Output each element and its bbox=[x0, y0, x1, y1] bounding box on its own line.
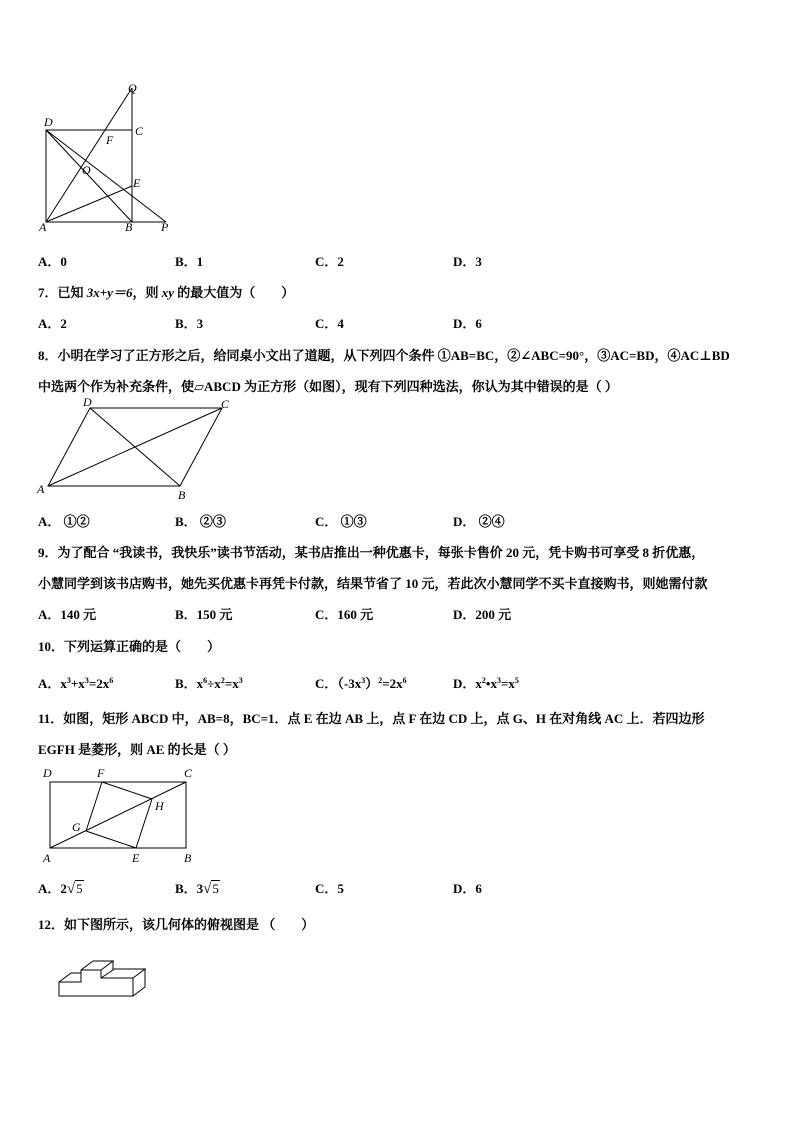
q10-option-d[interactable]: D．$x^2•x^3=x^5$ bbox=[453, 676, 519, 691]
q8-option-d[interactable]: D． ②④ bbox=[453, 514, 505, 529]
q7-option-b[interactable]: B．3 bbox=[175, 316, 204, 331]
label-c: C bbox=[135, 124, 144, 138]
q11-option-a[interactable]: A．2√5 bbox=[38, 881, 83, 897]
label-g: G bbox=[72, 820, 81, 834]
figure-q8 bbox=[34, 396, 244, 504]
q9-stem-line1: 9．为了配合 “我读书，我快乐”读书节活动，某书店推出一种优惠卡，每张卡售价 20 元，凭卡购书可享受 8 折优惠， bbox=[38, 545, 705, 560]
q11-option-c[interactable]: C．5 bbox=[315, 881, 344, 896]
label-f: F bbox=[106, 133, 114, 147]
figure-q12-solid bbox=[55, 952, 160, 1000]
label-c: C bbox=[184, 766, 193, 780]
label-f: F bbox=[97, 766, 105, 780]
q11-stem-line2: EGFH 是菱形，则 AE 的长是（ ） bbox=[38, 742, 236, 757]
label-q: Q bbox=[128, 81, 137, 95]
q10-option-b[interactable]: B．$x^6\div x^2=x^3$ bbox=[175, 676, 243, 691]
label-b: B bbox=[178, 488, 186, 502]
label-a: A bbox=[37, 482, 45, 496]
solid-top-left bbox=[59, 973, 81, 982]
q12-stem: 12．如下图所示，该几何体的俯视图是 （ ） bbox=[38, 917, 315, 932]
label-b: B bbox=[125, 220, 133, 234]
q8-option-a[interactable]: A． ①② bbox=[38, 514, 90, 529]
label-a: A bbox=[39, 220, 47, 234]
q11-option-d[interactable]: D．6 bbox=[453, 881, 482, 896]
label-o: O bbox=[82, 163, 91, 177]
label-b: B bbox=[184, 851, 192, 865]
q8-option-b[interactable]: B． ②③ bbox=[175, 514, 226, 529]
label-e: E bbox=[133, 176, 141, 190]
diagonal-ac bbox=[50, 782, 186, 848]
q8-option-c[interactable]: C． ①③ bbox=[315, 514, 367, 529]
label-d: D bbox=[44, 115, 53, 129]
label-d: D bbox=[83, 396, 92, 409]
label-p: P bbox=[161, 220, 169, 234]
label-h: H bbox=[155, 799, 164, 813]
q10-option-a[interactable]: A．$x^3+x^3=2x^6$ bbox=[38, 676, 114, 691]
line-aq bbox=[46, 88, 132, 222]
q9-option-a[interactable]: A．140 元 bbox=[38, 607, 97, 622]
q7-option-d[interactable]: D．6 bbox=[453, 316, 482, 331]
q7-option-a[interactable]: A．2 bbox=[38, 316, 67, 331]
q9-option-c[interactable]: C．160 元 bbox=[315, 607, 374, 622]
q9-stem-line2: 小慧同学到该书店购书，她先买优惠卡再凭卡付款，结果节省了 10 元，若此次小慧同学不买卡直接购书，则她需付款 bbox=[38, 576, 708, 591]
q9-option-d[interactable]: D．200 元 bbox=[453, 607, 512, 622]
q9-option-b[interactable]: B．150 元 bbox=[175, 607, 233, 622]
q6-option-b[interactable]: B．1 bbox=[175, 254, 204, 269]
solid-top-right bbox=[101, 969, 145, 978]
sqrt-symbol: √5 bbox=[203, 881, 219, 897]
q10-stem: 10．下列运算正确的是（ ） bbox=[38, 639, 221, 654]
label-c: C bbox=[221, 397, 230, 411]
q11-option-b[interactable]: B．3√5 bbox=[175, 881, 219, 897]
q7-option-c[interactable]: C．4 bbox=[315, 316, 344, 331]
label-e: E bbox=[132, 851, 140, 865]
sqrt-symbol: √5 bbox=[66, 881, 83, 897]
figure-q6 bbox=[34, 80, 184, 235]
q6-option-d[interactable]: D．3 bbox=[453, 254, 482, 269]
q7-stem: 7．已知 3x+y＝6，则 xy 的最大值为（ ） bbox=[38, 285, 295, 300]
diagonal-bd bbox=[90, 408, 180, 486]
line-ae bbox=[46, 186, 132, 222]
q10-option-c[interactable]: C．$(-3x^3)^2=2x^6$ bbox=[315, 676, 407, 691]
label-a: A bbox=[43, 851, 51, 865]
q6-option-c[interactable]: C．2 bbox=[315, 254, 344, 269]
solid-top-middle bbox=[81, 961, 113, 970]
label-d: D bbox=[43, 766, 52, 780]
figure-q11 bbox=[34, 762, 204, 868]
q8-stem-line2: 中选两个作为补充条件，使▱ABCD 为正方形（如图），现有下列四种选法，你认为其中错误的是（ ） bbox=[38, 379, 618, 394]
q8-stem-line1: 8．小明在学习了正方形之后，给同桌小文出了道题，从下列四个条件 ①AB=BC，②∠ABC=90°，③AC=BD，④AC⊥BD bbox=[38, 348, 730, 363]
q6-option-a[interactable]: A．0 bbox=[38, 254, 67, 269]
q11-stem-line1: 11．如图，矩形 ABCD 中，AB=8，BC=1．点 E 在边 AB 上，点 F 在边 CD 上，点 G、H 在对角线 AC 上．若四边形 bbox=[38, 711, 705, 726]
